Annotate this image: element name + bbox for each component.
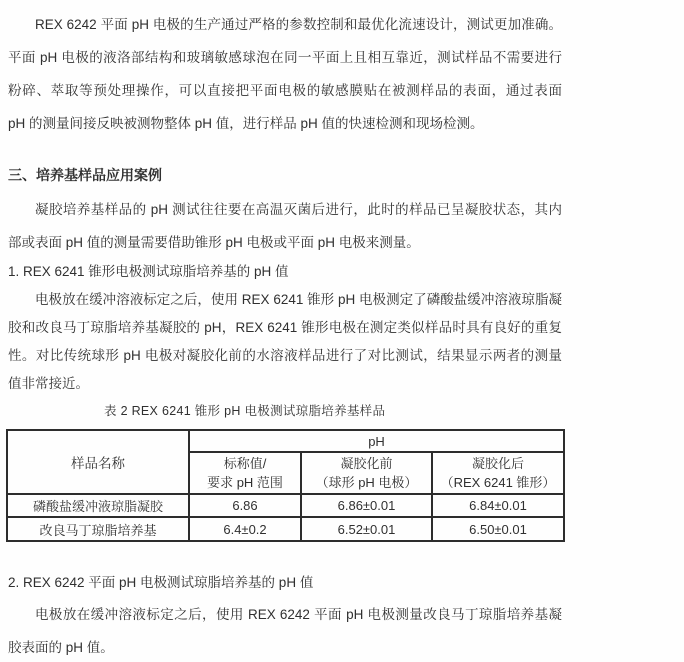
header-line: （REX 6241 锥形） bbox=[440, 475, 556, 490]
case2-heading: 2. REX 6242 平面 pH 电极测试琼脂培养基的 pH 值 bbox=[8, 575, 314, 590]
table-header-ph-group: pH bbox=[189, 430, 564, 452]
header-line: 凝胶化后 bbox=[471, 456, 524, 471]
cell-nominal: 6.86 bbox=[189, 494, 301, 517]
header-line: 凝胶化前 bbox=[340, 456, 393, 471]
text-line: 胶和改良马丁琼脂培养基凝胶的 pH，REX 6241 锥形电极在测定类似样品时具有良好的重复 bbox=[8, 320, 562, 335]
table-row bbox=[7, 494, 564, 517]
paragraph-overview bbox=[8, 193, 562, 259]
text-line: 性。对比传统球形 pH 电极对凝胶化前的水溶液样品进行了对比测试，结果显示两者的测量 bbox=[8, 348, 562, 363]
paragraph-case1 bbox=[8, 286, 562, 398]
cell-before-gel: 6.52±0.01 bbox=[301, 517, 432, 541]
text-line: pH 的测量间接反映被测物整体 pH 值，进行样品 pH 值的快速检测和现场检测。 bbox=[8, 116, 484, 131]
text-line: 部或表面 pH 值的测量需要借助锥形 pH 电极或平面 pH 电极来测量。 bbox=[8, 235, 420, 250]
table-row bbox=[7, 517, 564, 541]
cell-sample-name: 磷酸盐缓冲液琼脂凝胶 bbox=[7, 494, 189, 517]
table-header-before-gel bbox=[301, 452, 432, 494]
table-header-nominal bbox=[189, 452, 301, 494]
text-line: 电极放在缓冲溶液标定之后，使用 REX 6241 锥形 pH 电极测定了磷酸盐缓冲溶液琼脂凝 bbox=[35, 292, 562, 307]
table-caption: 表 2 REX 6241 锥形 pH 电极测试琼脂培养基样品 bbox=[104, 404, 386, 418]
text-line: 凝胶培养基样品的 pH 测试往往要在高温灭菌后进行，此时的样品已呈凝胶状态，其内 bbox=[35, 202, 562, 217]
text-line: 平面 pH 电极的液洛部结构和玻璃敏感球泡在同一平面上且相互靠近，测试样品不需要进行 bbox=[8, 50, 562, 65]
header-line: 要求 pH 范围 bbox=[207, 475, 283, 490]
text-line: REX 6242 平面 pH 电极的生产通过严格的参数控制和最优化流速设计，测试更加准确。 bbox=[35, 17, 562, 32]
header-line: （球形 pH 电极） bbox=[315, 475, 418, 490]
paragraph-intro bbox=[8, 8, 562, 140]
case1-heading: 1. REX 6241 锥形电极测试琼脂培养基的 pH 值 bbox=[8, 264, 289, 279]
text-line: 电极放在缓冲溶液标定之后，使用 REX 6242 平面 pH 电极测量改良马丁琼脂培养基凝 bbox=[35, 607, 562, 622]
cell-after-gel: 6.50±0.01 bbox=[432, 517, 564, 541]
cell-nominal: 6.4±0.2 bbox=[189, 517, 301, 541]
header-line: 标称值/ bbox=[223, 456, 267, 471]
cell-after-gel: 6.84±0.01 bbox=[432, 494, 564, 517]
table-header-after-gel bbox=[432, 452, 564, 494]
paragraph-case2 bbox=[8, 598, 562, 662]
text-line: 胶表面的 pH 值。 bbox=[8, 640, 114, 655]
text-line: 粉碎、萃取等预处理操作，可以直接把平面电极的敏感膜贴在被测样品的表面，通过表面 bbox=[8, 83, 562, 98]
cell-sample-name: 改良马丁琼脂培养基 bbox=[7, 517, 189, 541]
section-heading: 三、培养基样品应用案例 bbox=[8, 167, 162, 183]
cell-before-gel: 6.86±0.01 bbox=[301, 494, 432, 517]
results-table bbox=[6, 429, 565, 542]
table-header-sample-name: 样品名称 bbox=[7, 430, 189, 494]
text-line: 值非常接近。 bbox=[8, 376, 89, 391]
